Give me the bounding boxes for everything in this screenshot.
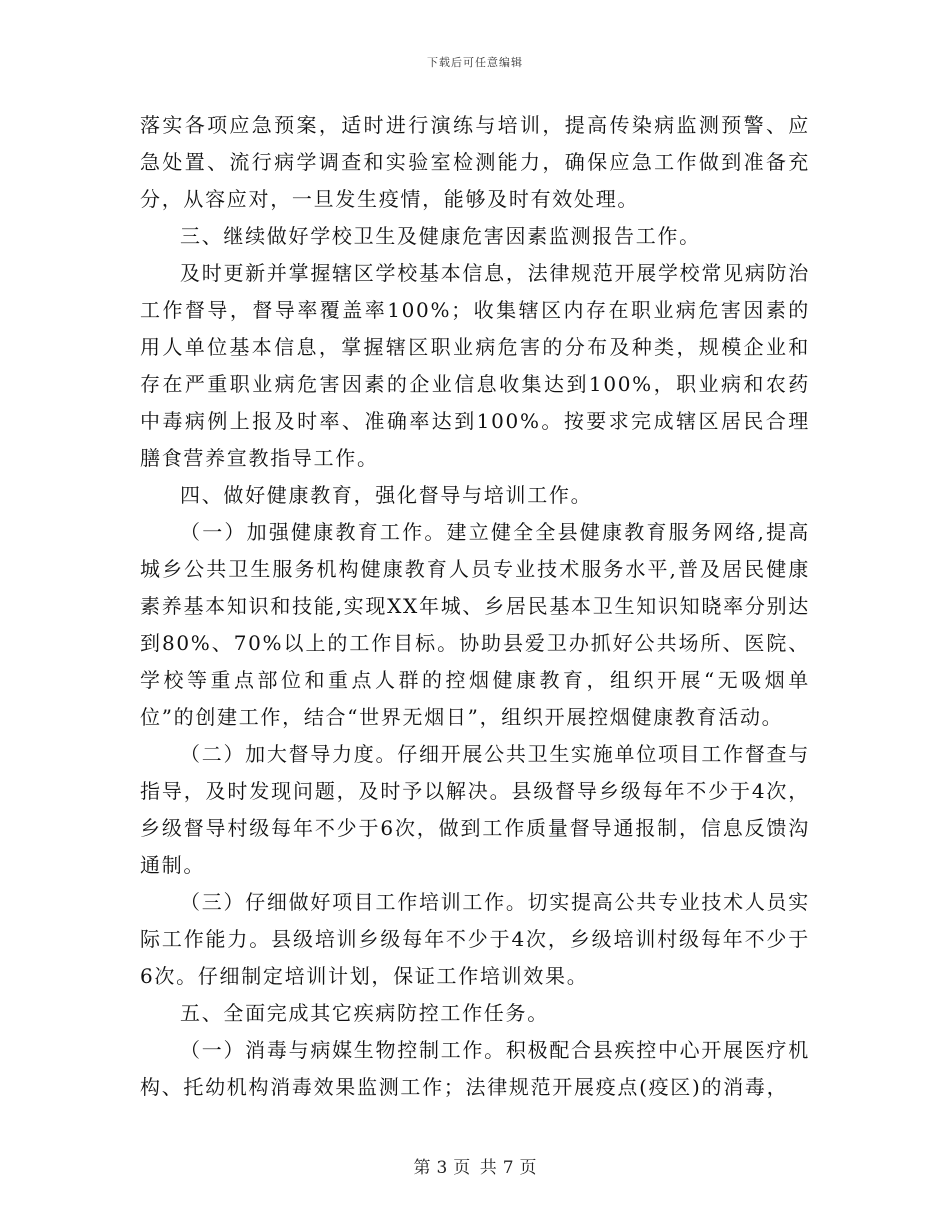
footer-prefix: 第 — [413, 1158, 431, 1178]
page-footer — [0, 1153, 950, 1178]
footer-current-page: 3 — [436, 1158, 448, 1178]
footer-middle: 页 共 — [453, 1158, 497, 1178]
paragraph: （一）消毒与病媒生物控制工作。积极配合县疾控中心开展医疗机构、托幼机构消毒效果监测工作；法律规范开展疫点(疫区)的消毒， — [140, 1038, 810, 1099]
section-heading: 三、继续做好学校卫生及健康危害因素监测报告工作。 — [180, 224, 701, 248]
footer-total-pages: 7 — [502, 1158, 514, 1178]
page-header: 下载后可任意编辑 — [427, 56, 523, 69]
footer-suffix: 页 — [519, 1158, 537, 1178]
paragraph: 及时更新并掌握辖区学校基本信息，法律规范开展学校常见病防治工作督导，督导率覆盖率100%；收集辖区内存在职业病危害因素的用人单位基本信息，掌握辖区职业病危害的分布及种类，规模企业和存在严重职业病危害因素的企业信息收集达到100%，职业病和农药中毒病例上报及时率、准确率达到100%。按要求完成辖区居民合理膳食营养宣教指导工作。 — [140, 261, 810, 470]
paragraph: 落实各项应急预案，适时进行演练与培训，提高传染病监测预警、应急处置、流行病学调查和实验室检测能力，确保应急工作做到准备充分，从容应对，一旦发生疫情，能够及时有效处理。 — [140, 113, 810, 211]
section-heading: 四、做好健康教育，强化督导与培训工作。 — [180, 483, 593, 507]
section-heading: 五、全面完成其它疾病防控工作任务。 — [180, 1001, 549, 1025]
paragraph: （一）加强健康教育工作。建立健全全县健康教育服务网络,提高城乡公共卫生服务机构健康教育人员专业技术服务水平,普及居民健康素养基本知识和技能,实现XX年城、乡居民基本卫生知识知晓率分别达到80%、70%以上的工作目标。协助县爱卫办抓好公共场所、医院、学校等重点部位和重点人群的控烟健康教育，组织开展“无吸烟单位”的创建工作，结合“世界无烟日”，组织开展控烟健康教育活动。 — [140, 520, 810, 729]
paragraph: （三）仔细做好项目工作培训工作。切实提高公共专业技术人员实际工作能力。县级培训乡级每年不少于4次，乡级培训村级每年不少于6次。仔细制定培训计划，保证工作培训效果。 — [140, 890, 810, 988]
paragraph: （二）加大督导力度。仔细开展公共卫生实施单位项目工作督查与指导，及时发现问题，及时予以解决。县级督导乡级每年不少于4次，乡级督导村级每年不少于6次，做到工作质量督导通报制，信息反馈沟通制。 — [140, 742, 810, 877]
document-body — [140, 107, 810, 1106]
